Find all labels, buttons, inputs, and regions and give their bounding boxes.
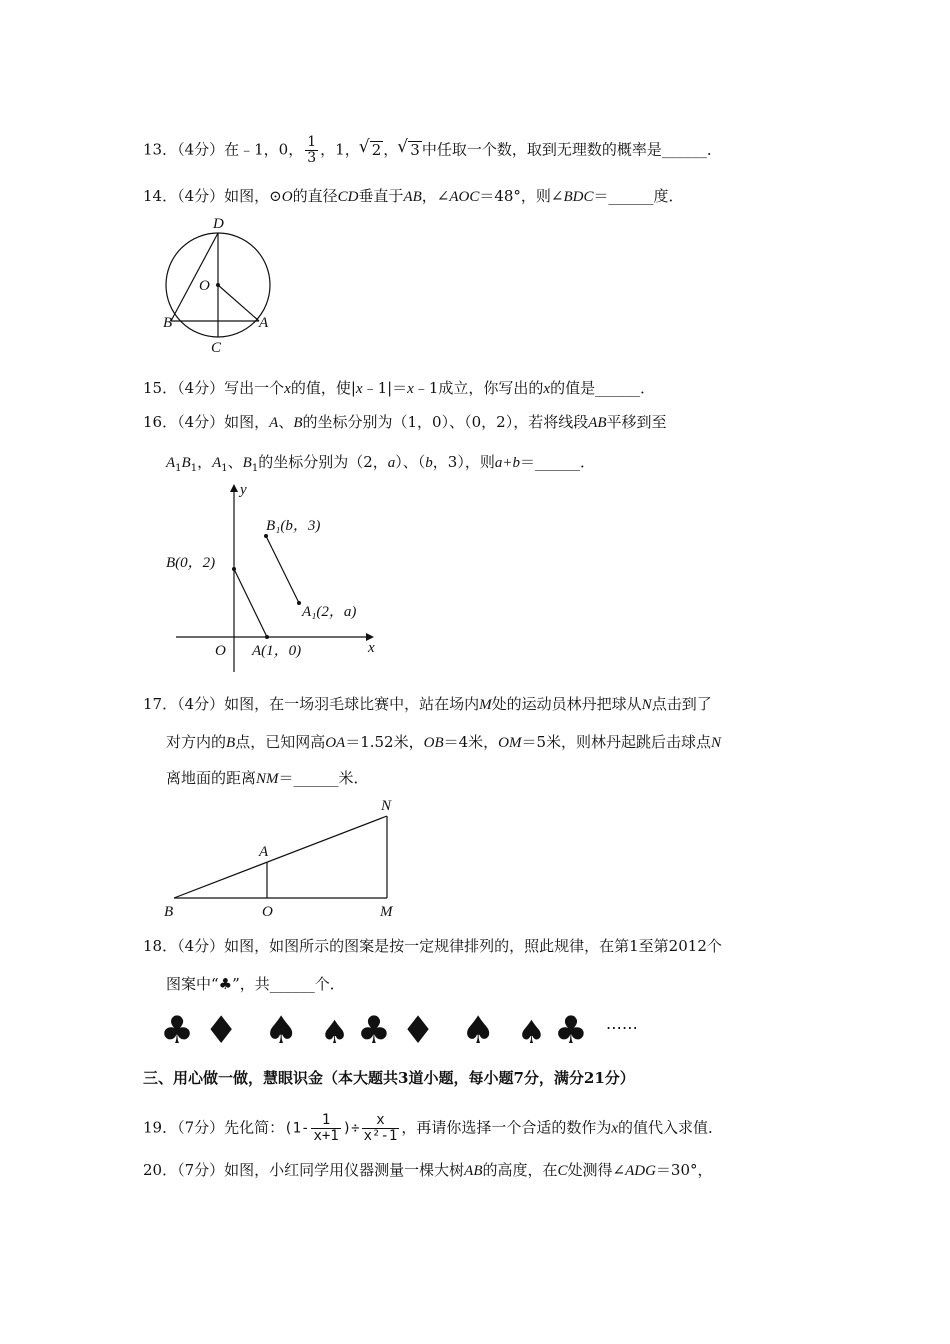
q17-text: 处的运动员林丹把球从 <box>491 695 642 713</box>
segment-db <box>171 233 218 321</box>
q16-coordinate-figure <box>162 480 392 680</box>
spade-icon: ♠ <box>264 1007 299 1052</box>
q16-number: 16． <box>143 413 178 431</box>
q20-text: 的高度，在 <box>482 1161 558 1179</box>
q18-text: 图案中“♣”，共______个． <box>166 975 345 993</box>
segment-a1b1 <box>266 536 299 603</box>
q19-number: 19． <box>143 1118 178 1137</box>
label-n: N <box>381 798 392 814</box>
point-b <box>232 567 236 571</box>
q13-text: 中任取一个数，取到无理数的概率是______． <box>421 140 722 159</box>
q14-text: ＝48°，则∠ <box>479 187 564 205</box>
q17-text: ＝4米， <box>443 733 499 751</box>
label-b1-point: B₁(b，3) <box>266 518 321 534</box>
q19-text: ，再请你选择一个合适的数作为 <box>401 1118 612 1137</box>
fraction-numerator: x <box>362 1113 400 1129</box>
point-a <box>265 635 269 639</box>
sqrt-three: √ 3 <box>408 141 422 158</box>
q16-text: 、 <box>227 453 243 471</box>
q15-text: 写出一个 <box>224 379 285 397</box>
label-o: O <box>199 278 210 294</box>
ellipsis: …… <box>605 1014 638 1033</box>
q18-text: 如图，如图所示的图案是按一定规律排列的，照此规律，在第1至第2012个 <box>224 937 722 955</box>
q17-var: NM <box>256 771 279 787</box>
fraction-one-third <box>305 135 318 166</box>
q16-line-2 <box>166 452 595 479</box>
fraction-denominator: x²-1 <box>363 1128 398 1144</box>
q16-var: AB <box>588 415 607 431</box>
q17-var: N <box>711 735 722 751</box>
q15-var: x <box>407 381 414 397</box>
label-a-point: A(1，0) <box>252 643 302 659</box>
q17-line-3 <box>166 768 369 789</box>
subscript: 1 <box>175 463 182 474</box>
q15-var: x <box>284 381 291 397</box>
q17-triangle-figure <box>160 796 420 926</box>
q18-line-1 <box>143 936 722 956</box>
label-origin: O <box>215 643 226 659</box>
q16-var: B <box>242 455 252 471</box>
q16-var: B <box>181 455 191 471</box>
q17-text: ＝______米． <box>278 769 369 787</box>
label-o: O <box>262 904 273 920</box>
label-x: x <box>368 640 375 656</box>
q13-number: 13． <box>143 140 178 159</box>
q17-var: M <box>479 697 492 713</box>
spade-icon: ♠ <box>517 1012 546 1051</box>
center-dot <box>216 283 220 287</box>
q20-var: ADG <box>625 1163 656 1179</box>
q20-text: 如图，小红同学用仪器测量一棵大树 <box>224 1161 465 1179</box>
segment-oa <box>218 285 259 321</box>
q17-line-2 <box>166 732 721 753</box>
q13-text: 在﹣1，0， <box>224 140 304 159</box>
q15-text: ﹣1|＝ <box>362 379 408 397</box>
q18-number: 18． <box>143 937 178 955</box>
club-icon: ♣ <box>160 1007 195 1052</box>
q17-var: N <box>641 697 652 713</box>
spade-icon: ♠ <box>320 1012 349 1051</box>
q17-text: 点，已知网高 <box>235 733 326 751</box>
sqrt-two: √ 2 <box>370 141 384 158</box>
q16-text: 平移到至 <box>606 413 667 431</box>
section-3-heading: 三、用心做一做，慧眼识金（本大题共3道小题，每小题7分，满分21分） <box>143 1069 635 1087</box>
q14-var: O <box>281 189 293 205</box>
q17-text: ＝5米，则林丹起跳后击球点 <box>521 733 712 751</box>
line-bn <box>174 816 387 898</box>
q20-var: AB <box>464 1163 483 1179</box>
q13-points: （4分） <box>177 140 225 159</box>
q14-var: CD <box>337 189 359 205</box>
q14-text: ，∠ <box>421 187 450 205</box>
point-a1 <box>297 601 301 605</box>
q16-var: b <box>425 455 433 471</box>
q13-text: ， <box>383 140 399 159</box>
q16-text: ）、（ <box>395 453 426 471</box>
q18-points: （4分） <box>177 937 225 955</box>
q16-points: （4分） <box>177 413 225 431</box>
diamond-icon: ♦ <box>204 1007 239 1052</box>
q17-text: 如图，在一场羽毛球比赛中，站在场内 <box>224 695 480 713</box>
q19-points: （7分） <box>177 1118 225 1137</box>
q16-text: 、 <box>278 413 294 431</box>
label-d: D <box>213 216 224 232</box>
q17-points: （4分） <box>177 695 225 713</box>
q19-var: x <box>611 1120 619 1137</box>
q14-line <box>143 186 684 207</box>
label-b: B <box>163 315 173 331</box>
q17-var: B <box>226 735 236 751</box>
q19-math: )÷ <box>342 1120 360 1137</box>
q19-text: 先化简： <box>224 1118 285 1137</box>
q20-points: （7分） <box>177 1161 225 1179</box>
subscript: 1 <box>221 463 228 474</box>
q16-text: 如图， <box>224 413 270 431</box>
suit-pattern <box>160 1004 656 1052</box>
q17-var: OB <box>423 735 444 751</box>
club-icon: ♣ <box>553 1007 588 1052</box>
q16-text: ＝______． <box>519 453 595 471</box>
fraction-x-over-x2-minus-1 <box>362 1113 400 1144</box>
q15-text: 的值是______． <box>550 379 656 397</box>
q14-number: 14． <box>143 187 178 205</box>
q16-text: ，3），则 <box>432 453 495 471</box>
q13-line <box>143 135 722 166</box>
q17-text: 点击到了 <box>651 695 712 713</box>
q19-line <box>143 1113 723 1144</box>
label-c: C <box>211 340 222 356</box>
q20-var: C <box>557 1163 568 1179</box>
subscript: 1 <box>190 463 198 474</box>
q14-points: （4分） <box>177 187 225 205</box>
label-b-point: B(0，2) <box>166 555 216 571</box>
q17-var: OA <box>325 735 346 751</box>
q20-line <box>143 1160 713 1181</box>
q19-text: 的值代入求值． <box>618 1118 724 1137</box>
label-b: B <box>164 904 174 920</box>
q14-var: AB <box>403 189 422 205</box>
q16-line-1 <box>143 412 667 433</box>
label-a: A <box>259 315 269 331</box>
q20-number: 20． <box>143 1161 178 1179</box>
fraction-denominator: x+1 <box>313 1128 339 1144</box>
q15-var: x <box>543 381 551 397</box>
fraction-numerator: 1 <box>311 1113 340 1129</box>
q14-text: ＝______度． <box>593 187 684 205</box>
q17-text: 对方内的 <box>166 733 227 751</box>
q16-text: 的坐标分别为（1，0）、（0，2），若将线段 <box>302 413 589 431</box>
fraction-denominator: 3 <box>307 150 317 166</box>
subscript: 1 <box>251 463 259 474</box>
q15-text: ﹣1成立，你写出的 <box>413 379 544 397</box>
q16-text: ， <box>197 453 213 471</box>
q18-line-2 <box>166 974 345 994</box>
q14-text: 如图，⊙ <box>224 187 282 205</box>
q15-number: 15． <box>143 379 178 397</box>
q16-text: 的坐标分别为（2， <box>258 453 388 471</box>
fraction-numerator: 1 <box>307 134 317 150</box>
label-y: y <box>240 482 247 498</box>
q15-var: x <box>355 381 363 397</box>
q16-var: A <box>212 455 222 471</box>
q20-text: 处测得∠ <box>567 1161 626 1179</box>
q14-circle-figure <box>155 212 295 357</box>
q17-number: 17． <box>143 695 178 713</box>
point-b1 <box>264 534 268 538</box>
q17-var: OM <box>498 735 522 751</box>
q15-line <box>143 378 655 399</box>
diamond-icon: ♦ <box>401 1007 436 1052</box>
q16-var: a <box>387 455 396 471</box>
fraction-1-over-x-plus-1 <box>311 1113 340 1144</box>
q17-text: ＝1.52米， <box>345 733 424 751</box>
q14-var: AOC <box>449 189 480 205</box>
club-icon: ♣ <box>356 1007 391 1052</box>
q15-points: （4分） <box>177 379 225 397</box>
label-a1-point: A₁(2，a) <box>302 604 357 620</box>
q15-text: 的值，使| <box>290 379 356 397</box>
q16-var: A <box>269 415 279 431</box>
q17-text: 离地面的距离 <box>166 769 257 787</box>
q13-text: ，1， <box>320 140 360 159</box>
q20-text: ＝30°， <box>655 1161 713 1179</box>
q14-text: 垂直于 <box>358 187 404 205</box>
label-a: A <box>259 844 269 860</box>
q19-math: (1- <box>284 1120 310 1137</box>
q16-var: a+b <box>494 455 520 471</box>
q16-var: B <box>293 415 303 431</box>
q14-text: 的直径 <box>292 187 338 205</box>
q16-var: A <box>166 455 176 471</box>
label-m: M <box>380 904 393 920</box>
segment-ab <box>234 569 267 637</box>
q17-line-1 <box>143 694 712 715</box>
spade-icon: ♠ <box>461 1007 496 1052</box>
q14-var: BDC <box>563 189 594 205</box>
y-axis-arrow <box>230 484 238 492</box>
